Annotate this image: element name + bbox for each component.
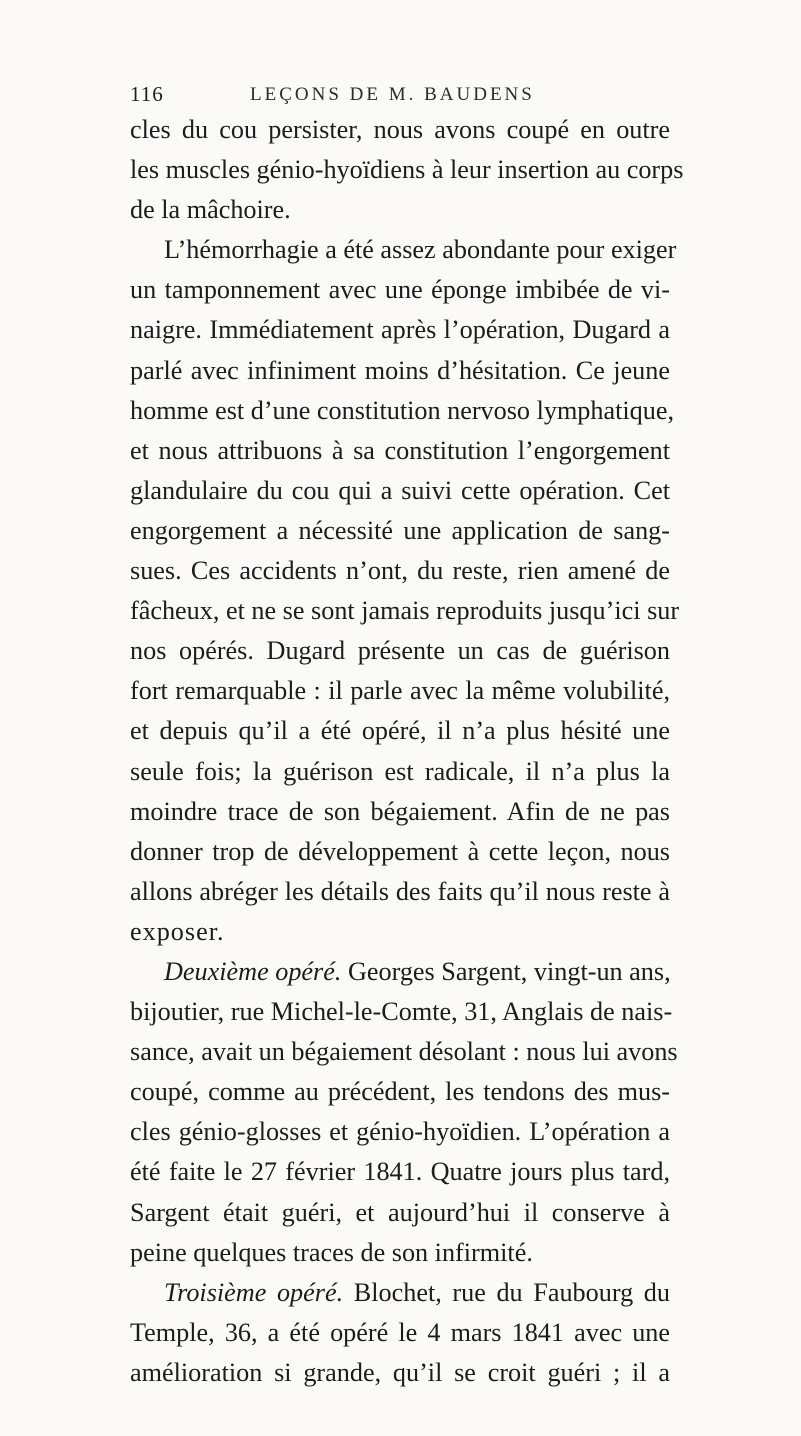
text-line: [130, 952, 670, 992]
text-line: engorgement a nécessité une application de sang-: [130, 515, 670, 545]
section-heading-italic: Deuxième opéré.: [164, 956, 342, 986]
text-line: sance, avait un bégaiement désolant : nous lui avons: [130, 1037, 678, 1067]
text-line: seule fois; la guérison est radicale, il n’a plus la: [130, 756, 670, 786]
text-line: les muscles génio-hyoïdiens à leur insertion au corps: [130, 155, 684, 185]
text-line: Sargent était guéri, et aujourd’hui il conserve à: [130, 1197, 670, 1227]
text-run: Blochet, rue du Faubourg du: [343, 1277, 670, 1307]
text-line: allons abréger les détails des faits qu’il nous reste à: [130, 876, 670, 906]
text-line: donner trop de développement à cette leçon, nous: [130, 836, 670, 866]
text-line: peine quelques traces de son infirmité.: [130, 1237, 533, 1267]
text-line: naigre. Immédiatement après l’opération, Dugard a: [130, 315, 670, 345]
text-line: parlé avec infiniment moins d’hésitation. Ce jeune: [130, 355, 670, 385]
body-text: [130, 110, 684, 1393]
text-line: fort remarquable : il parle avec la même volubilité,: [130, 676, 670, 706]
text-line: L’hémorrhagie a été assez abondante pour exiger: [164, 235, 677, 265]
text-line: moindre trace de son bégaiement. Afin de ne pas: [130, 796, 670, 826]
text-line: exposer.: [130, 916, 225, 946]
text-line: homme est d’une constitution nervoso lymphatique,: [130, 395, 675, 425]
text-line: été faite le 27 février 1841. Quatre jours plus tard,: [130, 1157, 670, 1187]
text-line: de la mâchoire.: [130, 195, 291, 225]
text-line: un tamponnement avec une éponge imbibée de vi-: [130, 275, 670, 305]
running-head: LEÇONS DE M. BAUDENS: [250, 84, 535, 105]
text-line: et nous attribuons à sa constitution l’engorgement: [130, 435, 670, 465]
text-line: coupé, comme au précédent, les tendons des mus-: [130, 1077, 670, 1107]
text-line: sues. Ces accidents n’ont, du reste, rien amené de: [130, 556, 670, 586]
text-run: Georges Sargent, vingt-un ans,: [341, 956, 671, 986]
text-line: [130, 1273, 670, 1313]
text-line: nos opérés. Dugard présente un cas de guérison: [130, 636, 670, 666]
text-line: glandulaire du cou qui a suivi cette opération. Cet: [130, 475, 670, 505]
text-line: Temple, 36, a été opéré le 4 mars 1841 avec une: [130, 1317, 670, 1347]
text-line: amélioration si grande, qu’il se croit guéri ; il a: [130, 1357, 670, 1387]
text-line: cles du cou persister, nous avons coupé en outre: [130, 115, 670, 144]
text-line: cles génio-glosses et génio-hyoïdien. L’opération a: [130, 1117, 670, 1147]
text-line: fâcheux, et ne se sont jamais reproduits jusqu’ici sur: [130, 596, 680, 626]
page-number: 116: [130, 82, 164, 106]
text-line: bijoutier, rue Michel-le-Comte, 31, Anglais de nais-: [130, 997, 673, 1027]
section-heading-italic: Troisième opéré.: [164, 1277, 344, 1307]
text-line: et depuis qu’il a été opéré, il n’a plus hésité une: [130, 716, 670, 746]
